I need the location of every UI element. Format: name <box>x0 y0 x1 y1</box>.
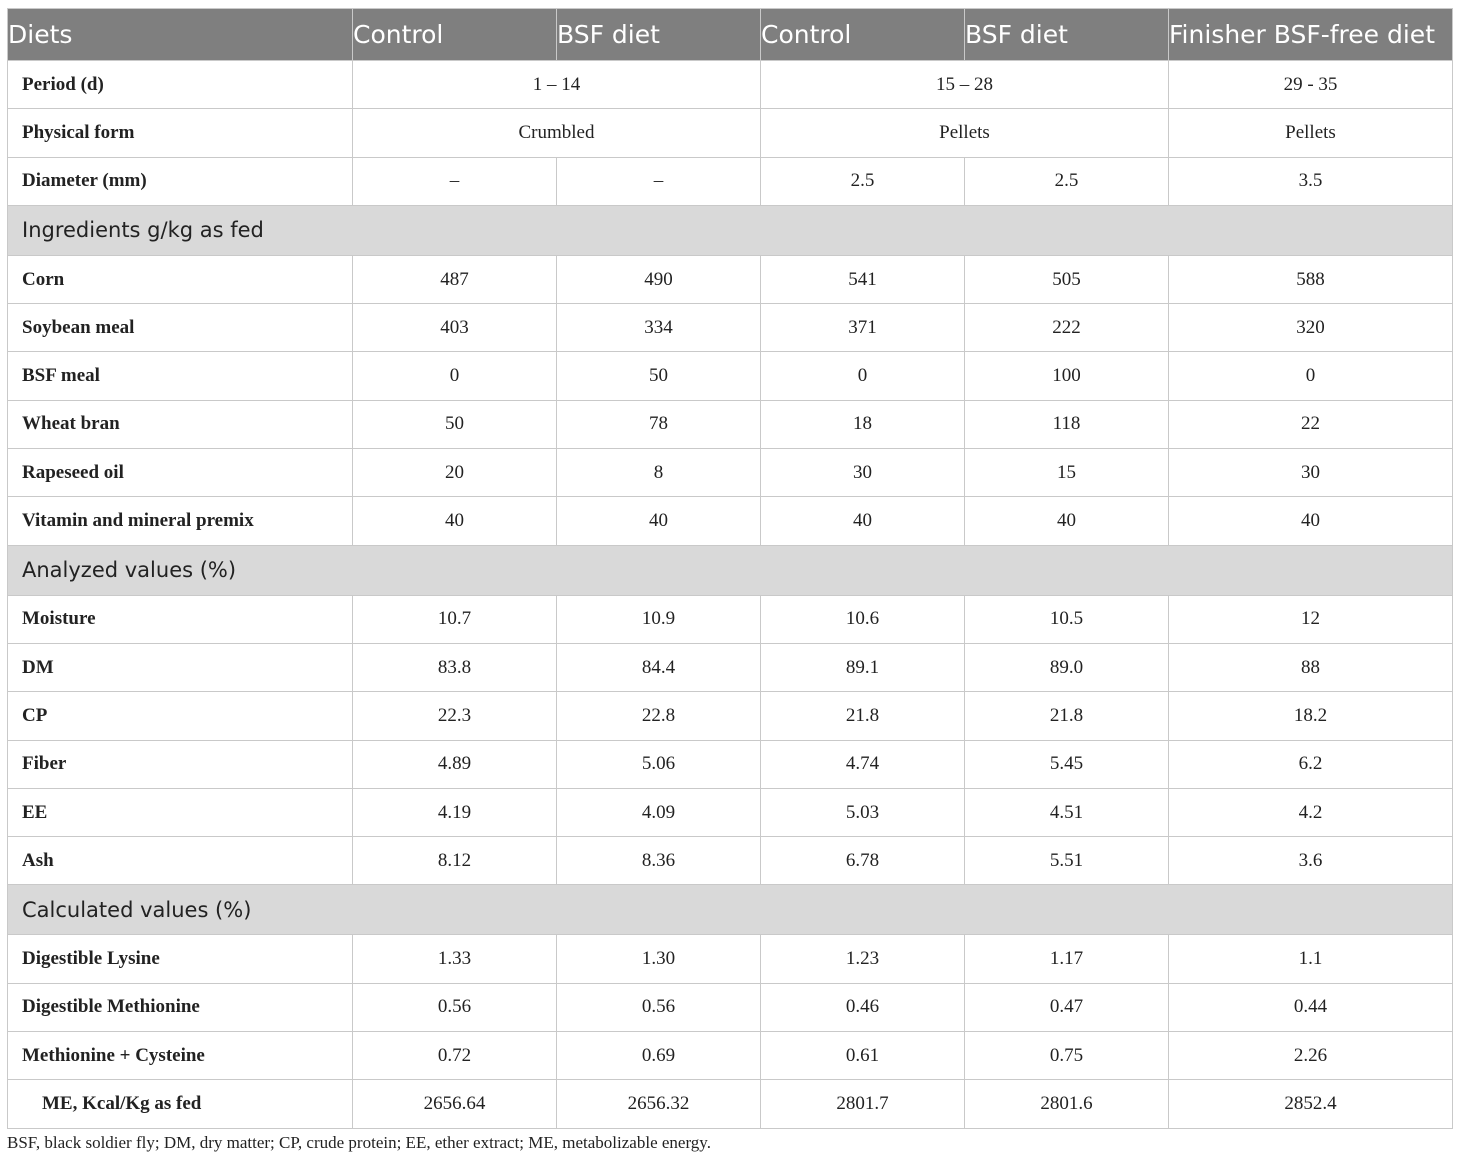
diameter-row <box>8 157 1453 205</box>
table-row <box>8 595 1453 643</box>
value-cell: 18.2 <box>1169 692 1453 740</box>
value-cell: 487 <box>353 255 557 303</box>
row-label: Methionine + Cysteine <box>8 1032 353 1080</box>
value-cell: 8.36 <box>557 837 761 885</box>
value-cell: 0 <box>761 352 965 400</box>
row-label: EE <box>8 788 353 836</box>
value-cell: 2801.6 <box>965 1080 1169 1128</box>
value-cell: 588 <box>1169 255 1453 303</box>
period-cell: 29 - 35 <box>1169 61 1453 109</box>
value-cell: 21.8 <box>761 692 965 740</box>
period-row <box>8 61 1453 109</box>
value-cell: 18 <box>761 400 965 448</box>
table-row <box>8 643 1453 691</box>
table-row <box>8 255 1453 303</box>
section-title: Ingredients g/kg as fed <box>8 205 1453 255</box>
value-cell: – <box>557 157 761 205</box>
row-label: Physical form <box>8 109 353 157</box>
value-cell: 1.1 <box>1169 935 1453 983</box>
value-cell: 20 <box>353 449 557 497</box>
value-cell: 40 <box>1169 497 1453 545</box>
value-cell: 2.5 <box>965 157 1169 205</box>
value-cell: 0.44 <box>1169 983 1453 1031</box>
value-cell: 4.19 <box>353 788 557 836</box>
value-cell: 89.0 <box>965 643 1169 691</box>
header-cell: BSF diet <box>965 9 1169 61</box>
value-cell: 5.06 <box>557 740 761 788</box>
form-cell: Pellets <box>1169 109 1453 157</box>
row-label: Ash <box>8 837 353 885</box>
row-label: Digestible Lysine <box>8 935 353 983</box>
value-cell: 1.30 <box>557 935 761 983</box>
value-cell: 490 <box>557 255 761 303</box>
value-cell: 10.7 <box>353 595 557 643</box>
physical-form-row <box>8 109 1453 157</box>
value-cell: 22.3 <box>353 692 557 740</box>
row-label: CP <box>8 692 353 740</box>
value-cell: 1.33 <box>353 935 557 983</box>
table-row <box>8 1080 1453 1128</box>
value-cell: 12 <box>1169 595 1453 643</box>
row-label: Wheat bran <box>8 400 353 448</box>
value-cell: 320 <box>1169 304 1453 352</box>
row-label: BSF meal <box>8 352 353 400</box>
table-row <box>8 304 1453 352</box>
value-cell: 10.9 <box>557 595 761 643</box>
value-cell: 4.2 <box>1169 788 1453 836</box>
value-cell: 22 <box>1169 400 1453 448</box>
value-cell: 3.5 <box>1169 157 1453 205</box>
header-cell: Diets <box>8 9 353 61</box>
value-cell: 1.17 <box>965 935 1169 983</box>
header-row <box>8 9 1453 61</box>
value-cell: 100 <box>965 352 1169 400</box>
value-cell: 6.2 <box>1169 740 1453 788</box>
value-cell: 5.03 <box>761 788 965 836</box>
section-title: Calculated values (%) <box>8 885 1453 935</box>
table-row <box>8 449 1453 497</box>
diet-composition-table <box>7 8 1453 1129</box>
row-label: Vitamin and mineral premix <box>8 497 353 545</box>
value-cell: 118 <box>965 400 1169 448</box>
value-cell: 4.89 <box>353 740 557 788</box>
table-row <box>8 837 1453 885</box>
value-cell: 0.75 <box>965 1032 1169 1080</box>
header-cell: Control <box>761 9 965 61</box>
value-cell: 222 <box>965 304 1169 352</box>
header-cell: BSF diet <box>557 9 761 61</box>
value-cell: 0 <box>353 352 557 400</box>
section-title: Analyzed values (%) <box>8 545 1453 595</box>
row-label: Moisture <box>8 595 353 643</box>
value-cell: 6.78 <box>761 837 965 885</box>
table-row <box>8 497 1453 545</box>
value-cell: 21.8 <box>965 692 1169 740</box>
value-cell: 334 <box>557 304 761 352</box>
section-row-analyzed <box>8 545 1453 595</box>
value-cell: 88 <box>1169 643 1453 691</box>
table-row <box>8 400 1453 448</box>
value-cell: 10.6 <box>761 595 965 643</box>
row-label: Corn <box>8 255 353 303</box>
value-cell: 15 <box>965 449 1169 497</box>
section-row-ingredients <box>8 205 1453 255</box>
row-label: Period (d) <box>8 61 353 109</box>
table-row <box>8 788 1453 836</box>
row-label: Soybean meal <box>8 304 353 352</box>
value-cell: 50 <box>557 352 761 400</box>
form-cell: Crumbled <box>353 109 761 157</box>
row-label: Rapeseed oil <box>8 449 353 497</box>
value-cell: 0.72 <box>353 1032 557 1080</box>
value-cell: 0.47 <box>965 983 1169 1031</box>
table-row <box>8 740 1453 788</box>
value-cell: 30 <box>761 449 965 497</box>
value-cell: 403 <box>353 304 557 352</box>
value-cell: 0.46 <box>761 983 965 1031</box>
row-label: ME, Kcal/Kg as fed <box>8 1080 353 1128</box>
value-cell: 1.23 <box>761 935 965 983</box>
row-label: Diameter (mm) <box>8 157 353 205</box>
value-cell: 10.5 <box>965 595 1169 643</box>
value-cell: 5.51 <box>965 837 1169 885</box>
value-cell: 5.45 <box>965 740 1169 788</box>
value-cell: 40 <box>761 497 965 545</box>
value-cell: 2.26 <box>1169 1032 1453 1080</box>
header-cell: Control <box>353 9 557 61</box>
table-row <box>8 1032 1453 1080</box>
row-label: DM <box>8 643 353 691</box>
value-cell: 22.8 <box>557 692 761 740</box>
table-row <box>8 692 1453 740</box>
section-row-calculated <box>8 885 1453 935</box>
value-cell: 0.69 <box>557 1032 761 1080</box>
value-cell: 84.4 <box>557 643 761 691</box>
value-cell: 3.6 <box>1169 837 1453 885</box>
row-label: Fiber <box>8 740 353 788</box>
value-cell: 2852.4 <box>1169 1080 1453 1128</box>
value-cell: 0.56 <box>557 983 761 1031</box>
value-cell: 4.09 <box>557 788 761 836</box>
value-cell: 40 <box>965 497 1169 545</box>
table-row <box>8 983 1453 1031</box>
value-cell: 541 <box>761 255 965 303</box>
value-cell: 30 <box>1169 449 1453 497</box>
value-cell: 2.5 <box>761 157 965 205</box>
value-cell: 83.8 <box>353 643 557 691</box>
value-cell: – <box>353 157 557 205</box>
value-cell: 0.56 <box>353 983 557 1031</box>
form-cell: Pellets <box>761 109 1169 157</box>
value-cell: 8 <box>557 449 761 497</box>
table-footnote: BSF, black soldier fly; DM, dry matter; CP, crude protein; EE, ether extract; ME, metabolizable energy. <box>7 1133 711 1152</box>
value-cell: 50 <box>353 400 557 448</box>
value-cell: 4.74 <box>761 740 965 788</box>
table-row <box>8 935 1453 983</box>
value-cell: 371 <box>761 304 965 352</box>
value-cell: 0.61 <box>761 1032 965 1080</box>
value-cell: 505 <box>965 255 1169 303</box>
value-cell: 2656.32 <box>557 1080 761 1128</box>
value-cell: 0 <box>1169 352 1453 400</box>
value-cell: 40 <box>557 497 761 545</box>
value-cell: 89.1 <box>761 643 965 691</box>
row-label: Digestible Methionine <box>8 983 353 1031</box>
value-cell: 40 <box>353 497 557 545</box>
value-cell: 78 <box>557 400 761 448</box>
table-row <box>8 352 1453 400</box>
period-cell: 1 – 14 <box>353 61 761 109</box>
value-cell: 2801.7 <box>761 1080 965 1128</box>
value-cell: 8.12 <box>353 837 557 885</box>
header-cell: Finisher BSF-free diet <box>1169 9 1453 61</box>
value-cell: 4.51 <box>965 788 1169 836</box>
value-cell: 2656.64 <box>353 1080 557 1128</box>
period-cell: 15 – 28 <box>761 61 1169 109</box>
